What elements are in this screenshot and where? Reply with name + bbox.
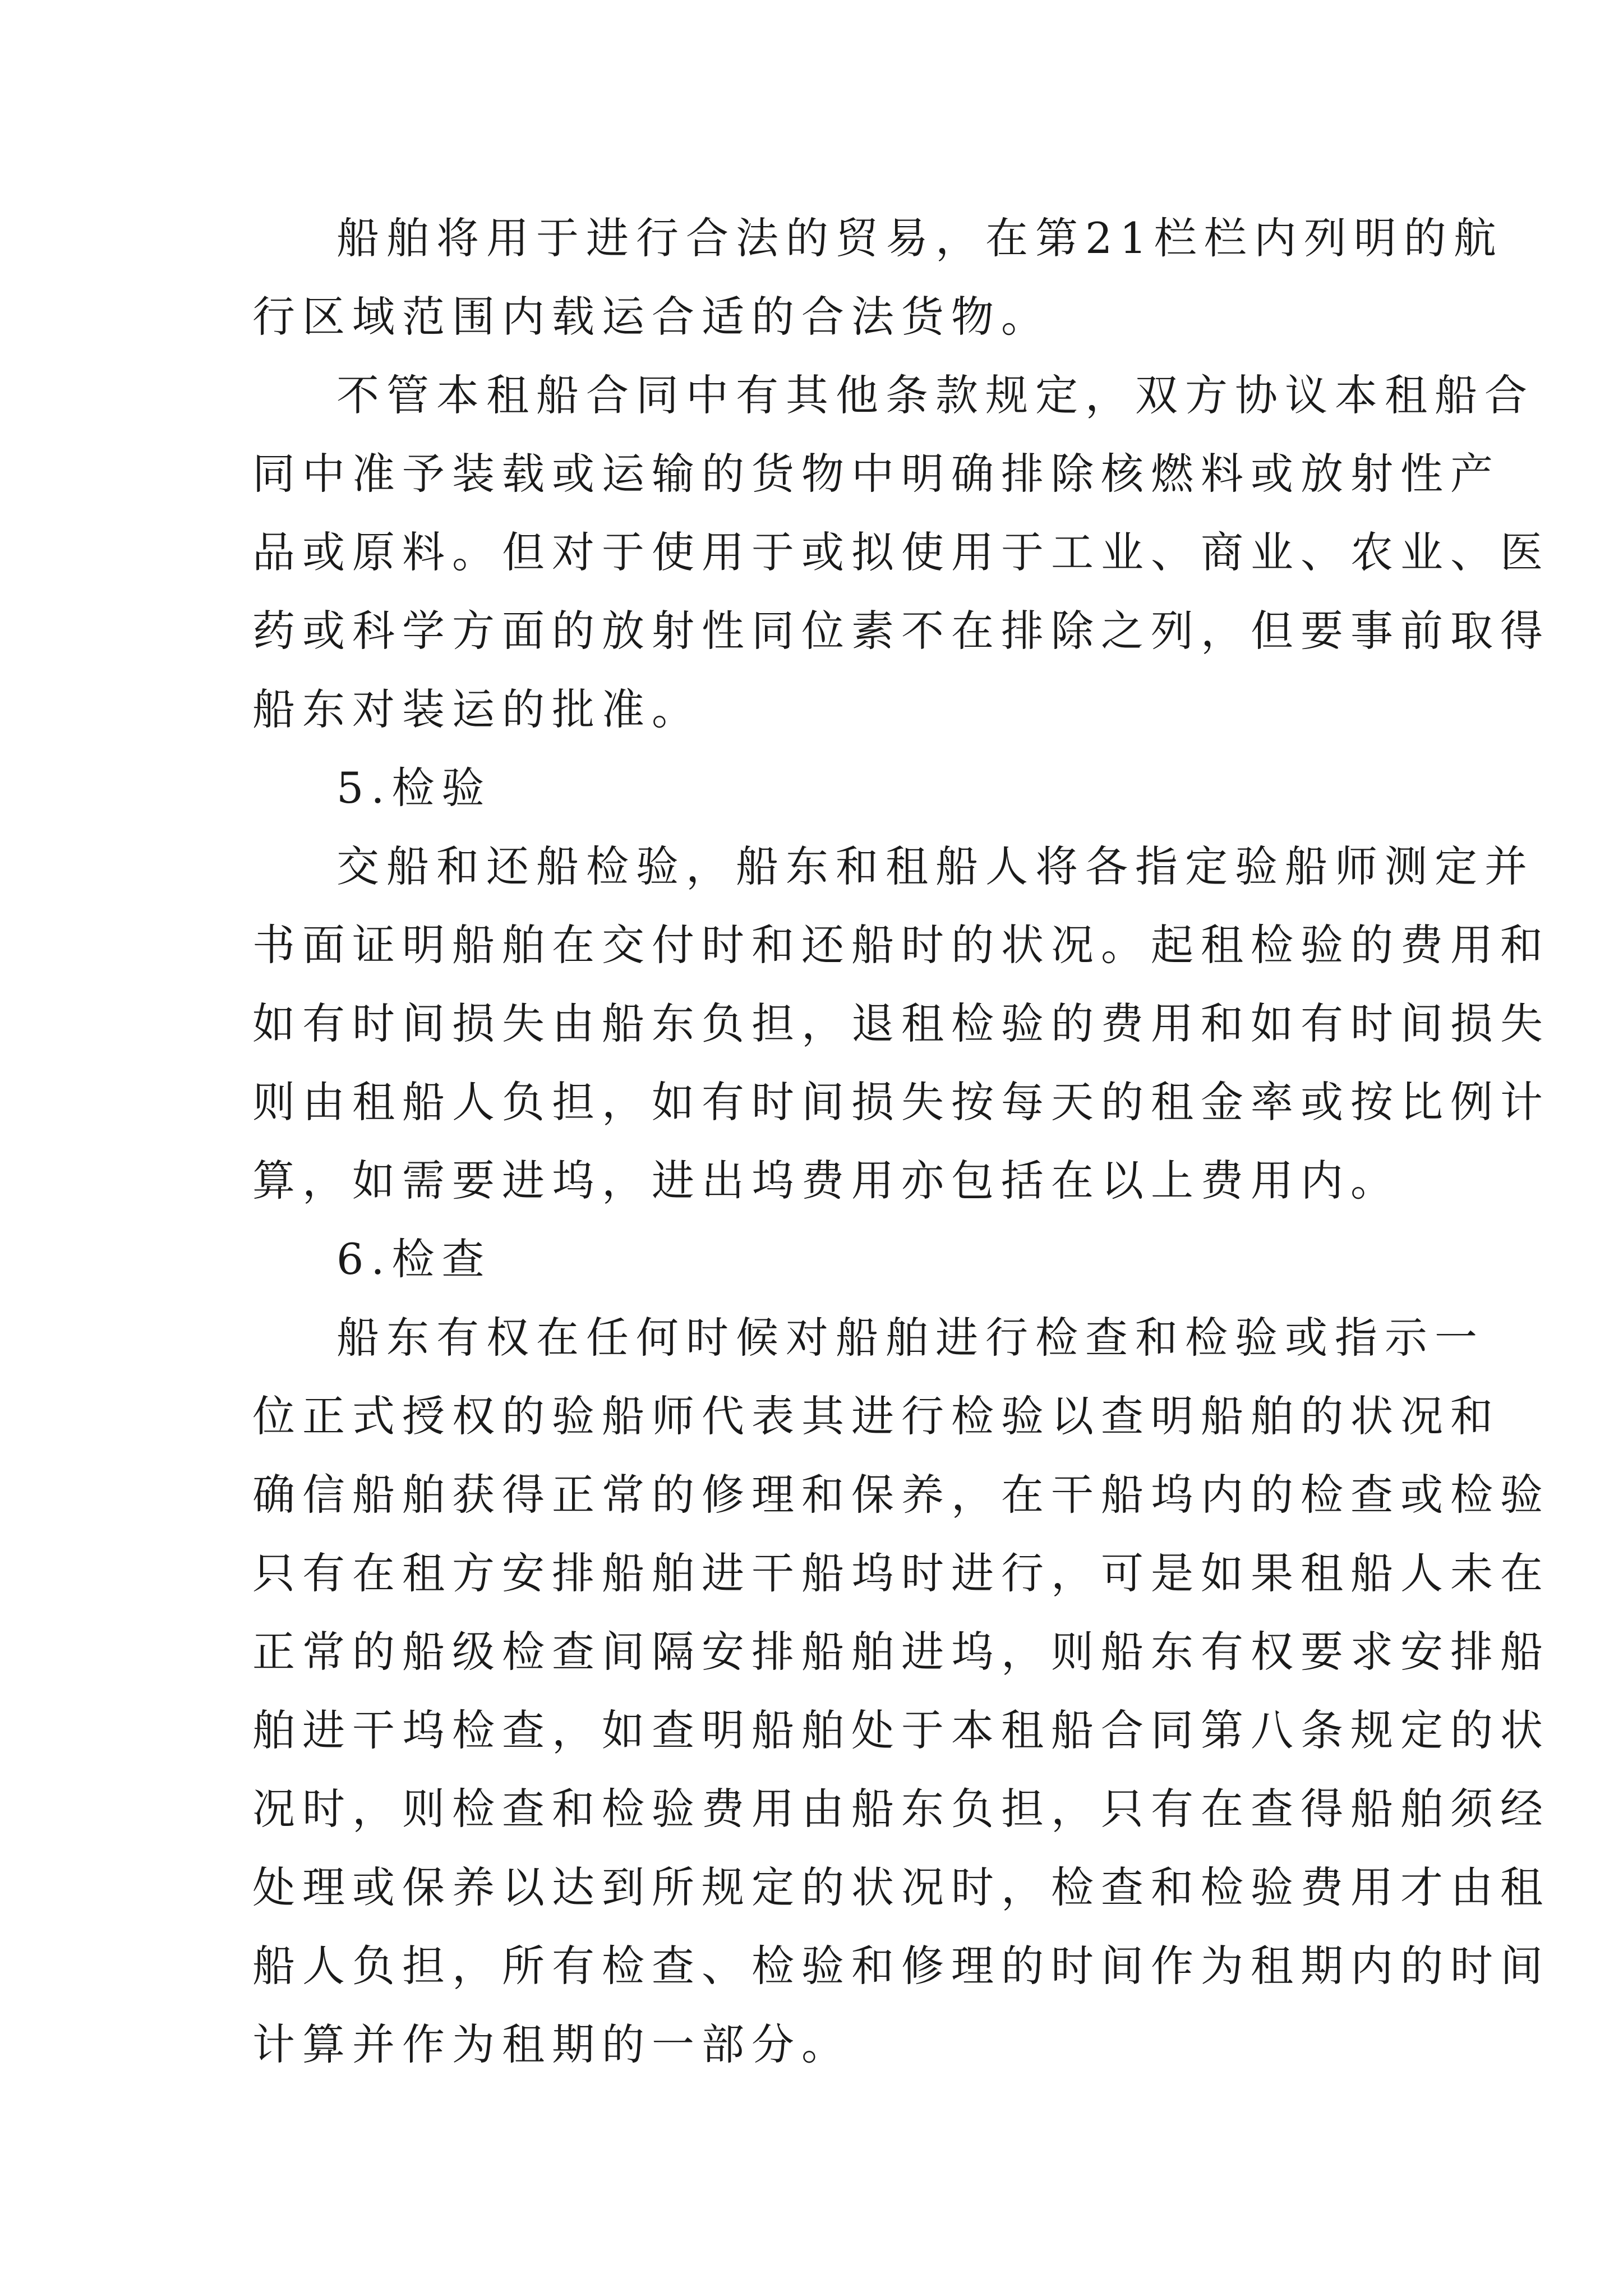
section-heading-check: 6.检查 — [336, 1234, 492, 1284]
paragraph-4-line-8: 处理或保养以达到所规定的状况时，检查和检验费用才由租 — [252, 1862, 1550, 1912]
paragraph-4-line-3: 确信船舶获得正常的修理和保养，在干船坞内的检查或检验 — [252, 1470, 1550, 1520]
paragraph-3-line-1: 交船和还船检验，船东和租船人将各指定验船师测定并 — [336, 841, 1534, 891]
paragraph-3-line-3: 如有时间损失由船东负担，退租检验的费用和如有时间损失 — [252, 999, 1550, 1048]
paragraph-4-line-9: 船人负担，所有检查、检验和修理的时间作为租期内的时间 — [252, 1941, 1550, 1991]
paragraph-3-line-4: 则由租船人负担，如有时间损失按每天的租金率或按比例计 — [252, 1077, 1550, 1127]
paragraph-4-line-2: 位正式授权的验船师代表其进行检验以查明船舶的状况和 — [252, 1391, 1500, 1441]
paragraph-4-line-7: 况时，则检查和检验费用由船东负担，只有在查得船舶须经 — [252, 1784, 1550, 1834]
section-heading-inspection: 5.检验 — [336, 763, 492, 813]
paragraph-4-line-5: 正常的船级检查间隔安排船舶进坞，则船东有权要求安排船 — [252, 1627, 1550, 1677]
paragraph-4-line-1: 船东有权在任何时候对船舶进行检查和检验或指示一 — [336, 1313, 1484, 1363]
paragraph-4-line-4: 只有在租方安排船舶进干船坞时进行，可是如果租船人未在 — [252, 1548, 1550, 1598]
paragraph-1-line-2: 行区域范围内载运合适的合法货物。 — [252, 292, 1051, 342]
paragraph-2-line-2: 同中准予装载或运输的货物中明确排除核燃料或放射性产 — [252, 449, 1500, 499]
paragraph-2-line-4: 药或科学方面的放射性同位素不在排除之列，但要事前取得 — [252, 606, 1550, 656]
paragraph-4-line-6: 舶进干坞检查，如查明船舶处于本租船合同第八条规定的状 — [252, 1705, 1550, 1755]
paragraph-1-line-1: 船舶将用于进行合法的贸易，在第21栏栏内列明的航 — [336, 213, 1504, 263]
paragraph-4-line-10: 计算并作为租期的一部分。 — [252, 2019, 851, 2069]
paragraph-2-line-1: 不管本租船合同中有其他条款规定，双方协议本租船合 — [336, 370, 1534, 420]
paragraph-3-line-2: 书面证明船舶在交付时和还船时的状况。起租检验的费用和 — [252, 920, 1550, 970]
paragraph-2-line-3: 品或原料。但对于使用于或拟使用于工业、商业、农业、医 — [252, 527, 1550, 577]
paragraph-2-line-5: 船东对装运的批准。 — [252, 684, 702, 734]
paragraph-3-line-5: 算，如需要进坞，进出坞费用亦包括在以上费用内。 — [252, 1156, 1400, 1205]
